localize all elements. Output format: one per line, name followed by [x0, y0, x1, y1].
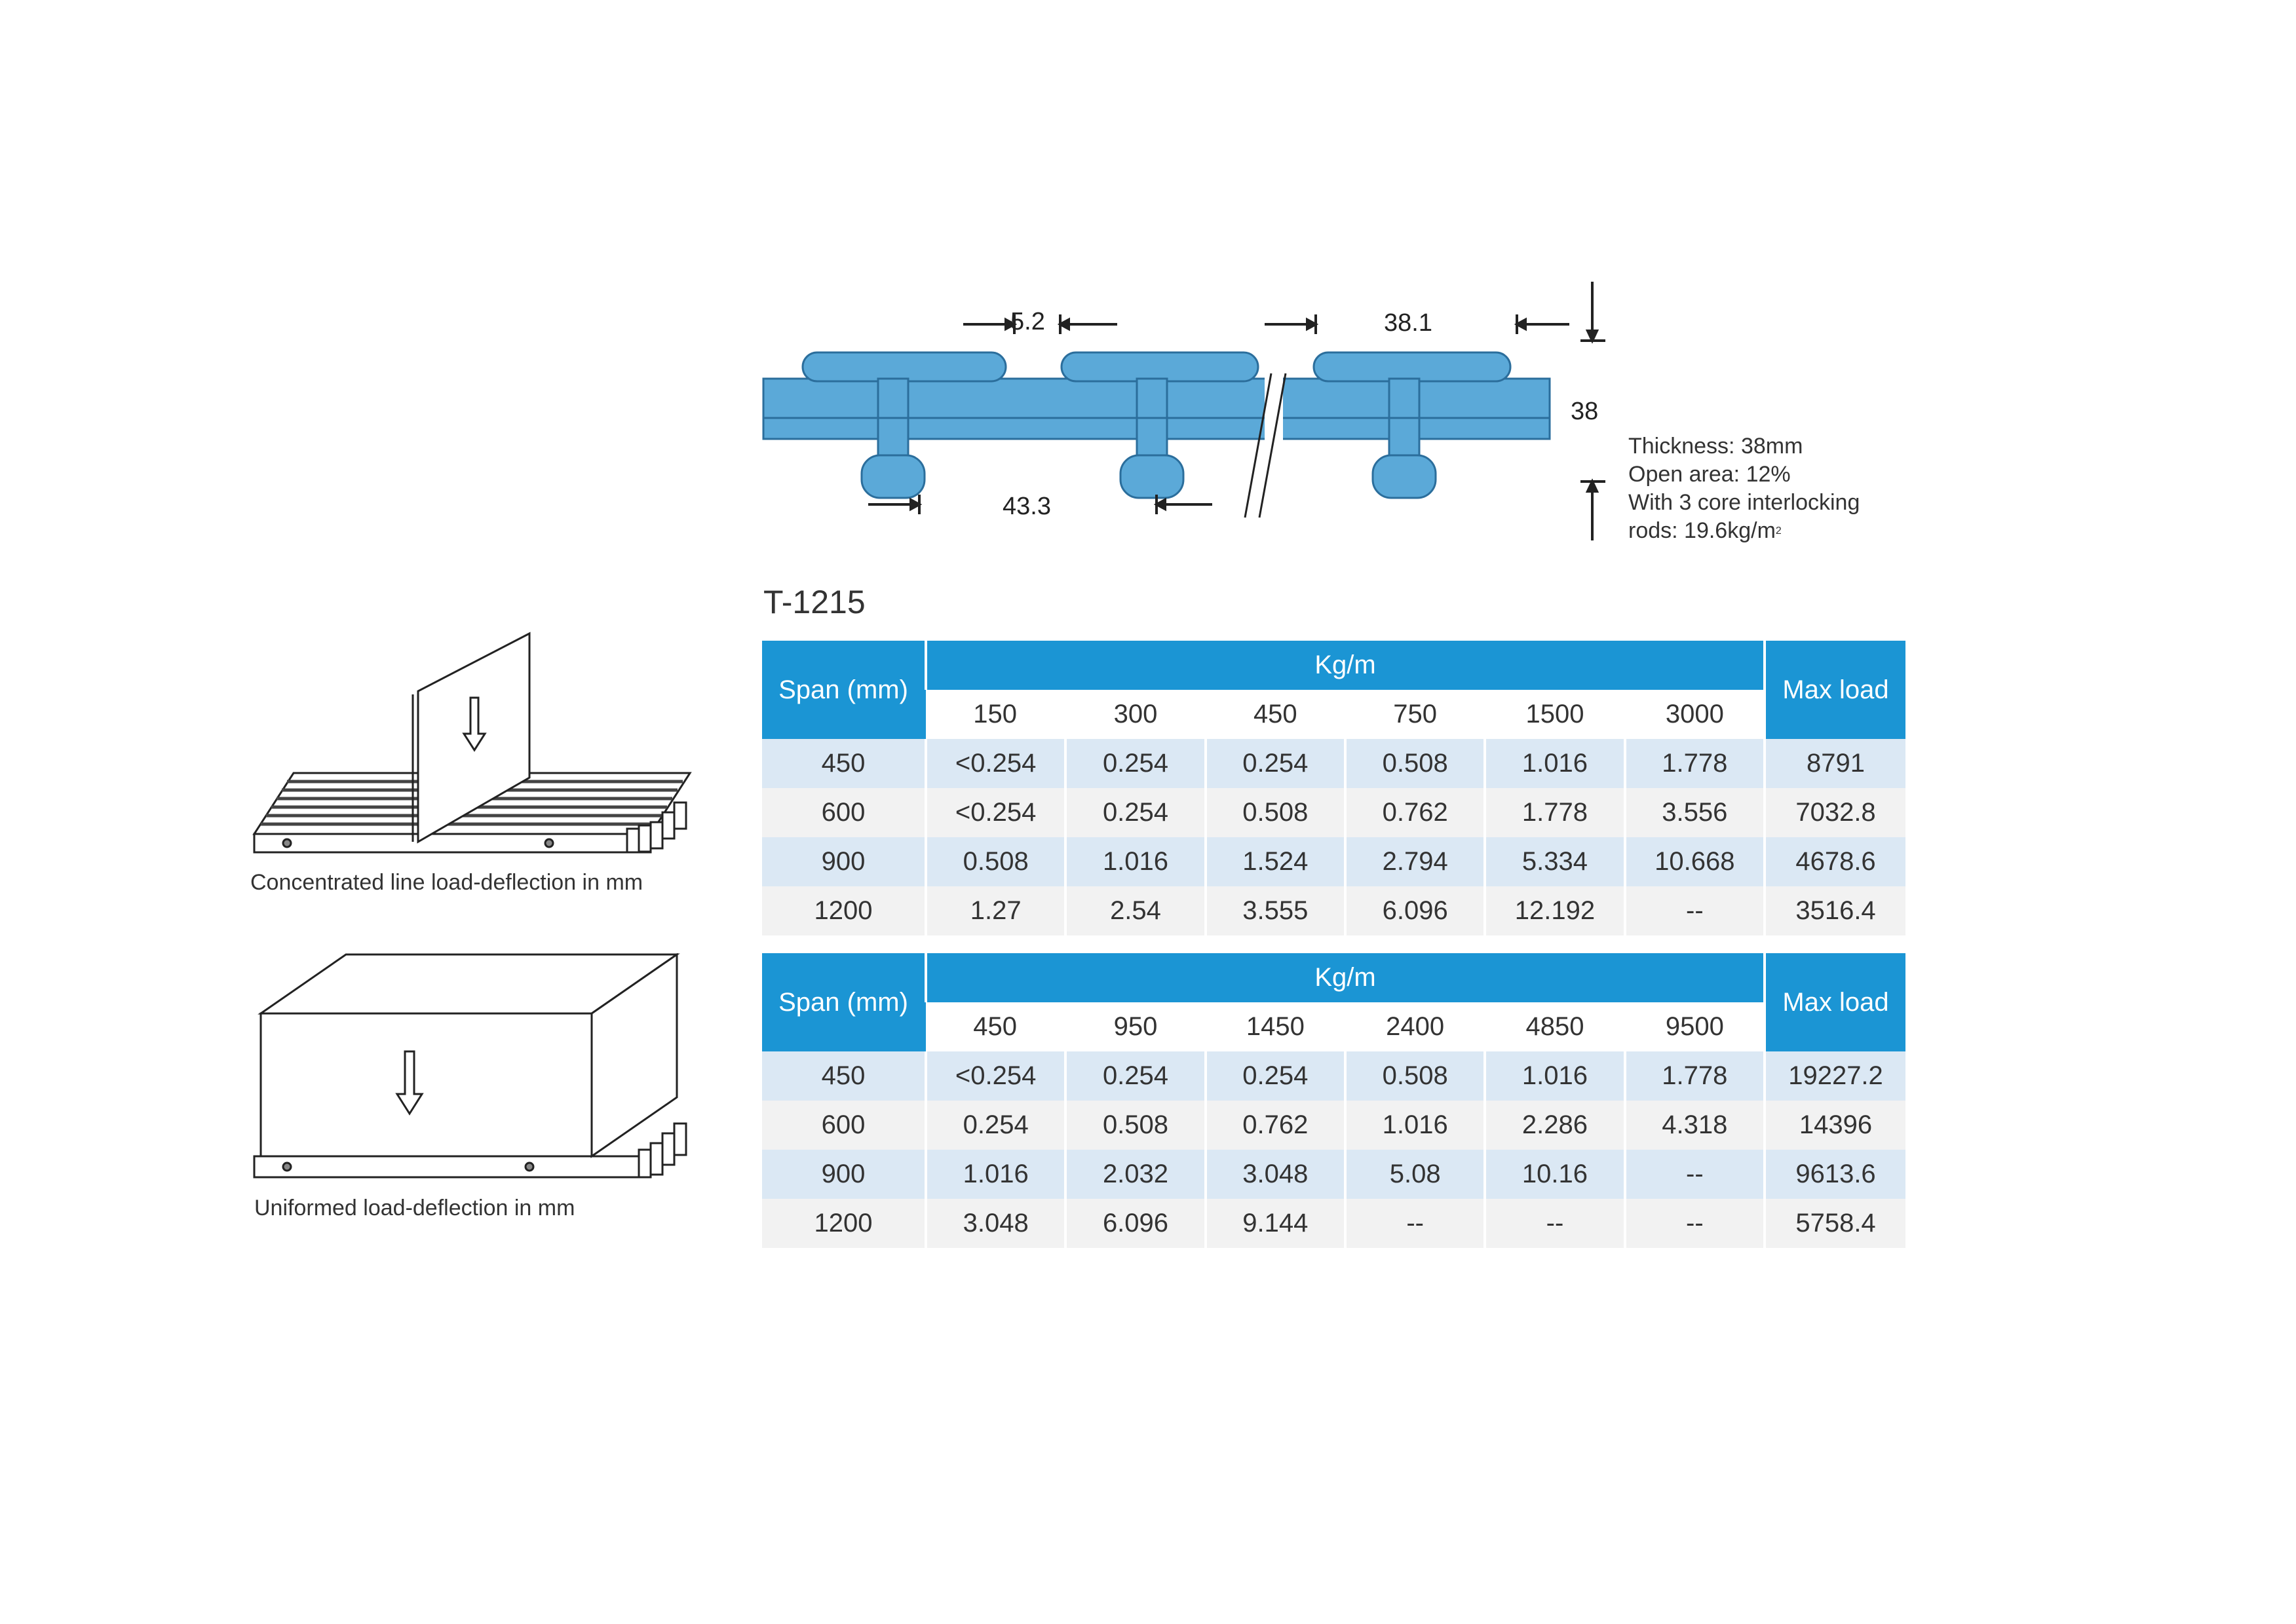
profile-cap-3	[1314, 352, 1510, 381]
profile-cap-1	[803, 352, 1006, 381]
max-load-cell: 4678.6	[1765, 837, 1905, 886]
profile-cap-2	[1062, 352, 1258, 381]
span-cell: 1200	[762, 886, 926, 935]
max-load-cell: 14396	[1765, 1101, 1905, 1150]
span-cell: 600	[762, 788, 926, 837]
value-cell: 3.556	[1625, 788, 1765, 837]
profile-specs	[1628, 432, 1860, 545]
value-cell: 10.668	[1625, 837, 1765, 886]
value-cell: 1.016	[926, 1150, 1065, 1199]
value-cell: 1.27	[926, 886, 1065, 935]
value-cell: 2.032	[1065, 1150, 1205, 1199]
value-cell: --	[1345, 1199, 1485, 1248]
max-load-header: Max load	[1765, 641, 1905, 739]
line-load-table	[762, 641, 1905, 935]
dimension-width-label: 43.3	[1003, 493, 1051, 520]
line-load-illustration	[248, 626, 693, 861]
table-row	[762, 1199, 1905, 1248]
max-load-cell: 3516.4	[1765, 886, 1905, 935]
value-cell: 5.334	[1485, 837, 1624, 886]
value-cell: <0.254	[926, 739, 1065, 788]
max-load-header: Max load	[1765, 953, 1905, 1051]
load-column-header: 1450	[1206, 1002, 1345, 1051]
value-cell: 0.254	[1206, 1051, 1345, 1101]
uniform-load-caption: Uniformed load-deflection in mm	[254, 1196, 575, 1220]
value-cell: 2.286	[1485, 1101, 1624, 1150]
profile-bulb-2	[1120, 455, 1183, 498]
max-load-cell: 5758.4	[1765, 1199, 1905, 1248]
value-cell: 0.508	[1206, 788, 1345, 837]
value-cell: 3.555	[1206, 886, 1345, 935]
value-cell: 3.048	[926, 1199, 1065, 1248]
value-cell: 6.096	[1065, 1199, 1205, 1248]
span-cell: 450	[762, 1051, 926, 1101]
load-column-header: 9500	[1625, 1002, 1765, 1051]
max-load-cell: 19227.2	[1765, 1051, 1905, 1101]
value-cell: 1.778	[1625, 1051, 1765, 1101]
value-cell: 0.254	[1065, 1051, 1205, 1101]
value-cell: 4.318	[1625, 1101, 1765, 1150]
table-row	[762, 788, 1905, 837]
value-cell: <0.254	[926, 788, 1065, 837]
value-cell: 0.254	[1206, 739, 1345, 788]
value-cell: 1.524	[1206, 837, 1345, 886]
table-row	[762, 886, 1905, 935]
max-load-cell: 9613.6	[1765, 1150, 1905, 1199]
spec-thickness: Thickness: 38mm	[1628, 434, 1803, 459]
uniform-load-table	[762, 953, 1905, 1248]
value-cell: 3.048	[1206, 1150, 1345, 1199]
value-cell: 1.778	[1485, 788, 1624, 837]
value-cell: 10.16	[1485, 1150, 1624, 1199]
line-load-caption: Concentrated line load-deflection in mm	[250, 870, 643, 895]
load-column-header: 450	[926, 1002, 1065, 1051]
profile-bulb-1	[862, 455, 925, 498]
value-cell: 0.254	[1065, 788, 1205, 837]
table-row	[762, 1051, 1905, 1101]
load-column-header: 750	[1345, 690, 1485, 739]
value-cell: 1.778	[1625, 739, 1765, 788]
load-column-header: 950	[1065, 1002, 1205, 1051]
span-cell: 900	[762, 837, 926, 886]
value-cell: --	[1625, 1150, 1765, 1199]
value-cell: 0.254	[926, 1101, 1065, 1150]
value-cell: 1.016	[1345, 1101, 1485, 1150]
table-row	[762, 1101, 1905, 1150]
max-load-cell: 7032.8	[1765, 788, 1905, 837]
span-header: Span (mm)	[762, 953, 926, 1051]
value-cell: 0.508	[926, 837, 1065, 886]
dimension-height-label: 38	[1571, 398, 1599, 425]
table-row	[762, 739, 1905, 788]
value-cell: 0.508	[1065, 1101, 1205, 1150]
load-column-header: 1500	[1485, 690, 1624, 739]
load-column-header: 2400	[1345, 1002, 1485, 1051]
spec-rods: With 3 core interlocking	[1628, 490, 1860, 515]
load-column-header: 3000	[1625, 690, 1765, 739]
value-cell: 9.144	[1206, 1199, 1345, 1248]
value-cell: 0.508	[1345, 1051, 1485, 1101]
dimension-gap-label: 5.2	[1010, 308, 1045, 335]
max-load-cell: 8791	[1765, 739, 1905, 788]
model-title: T-1215	[763, 584, 866, 620]
span-cell: 900	[762, 1150, 926, 1199]
value-cell: 2.54	[1065, 886, 1205, 935]
value-cell: 0.254	[1065, 739, 1205, 788]
grating-profile-drawing	[754, 282, 1605, 557]
value-cell: --	[1625, 1199, 1765, 1248]
span-cell: 600	[762, 1101, 926, 1150]
span-cell: 1200	[762, 1199, 926, 1248]
value-cell: --	[1485, 1199, 1624, 1248]
load-column-header: 150	[926, 690, 1065, 739]
value-cell: <0.254	[926, 1051, 1065, 1101]
load-group-header: Kg/m	[926, 641, 1765, 690]
load-column-header: 4850	[1485, 1002, 1624, 1051]
value-cell: 12.192	[1485, 886, 1624, 935]
spec-weight: rods: $19.6kg/m^2$	[1628, 518, 1782, 543]
value-cell: 1.016	[1485, 739, 1624, 788]
span-header: Span (mm)	[762, 641, 926, 739]
table-row	[762, 1150, 1905, 1199]
uniform-load-illustration	[248, 953, 693, 1189]
load-column-header: 300	[1065, 690, 1205, 739]
load-group-header: Kg/m	[926, 953, 1765, 1002]
value-cell: --	[1625, 886, 1765, 935]
value-cell: 0.508	[1345, 739, 1485, 788]
profile-bulb-3	[1373, 455, 1436, 498]
value-cell: 1.016	[1485, 1051, 1624, 1101]
spec-open-area: Open area: 12%	[1628, 462, 1791, 487]
table-row	[762, 837, 1905, 886]
value-cell: 5.08	[1345, 1150, 1485, 1199]
span-cell: 450	[762, 739, 926, 788]
value-cell: 0.762	[1345, 788, 1485, 837]
value-cell: 1.016	[1065, 837, 1205, 886]
dimension-pitch-label: 38.1	[1384, 309, 1432, 337]
value-cell: 2.794	[1345, 837, 1485, 886]
value-cell: 6.096	[1345, 886, 1485, 935]
value-cell: 0.762	[1206, 1101, 1345, 1150]
load-column-header: 450	[1206, 690, 1345, 739]
